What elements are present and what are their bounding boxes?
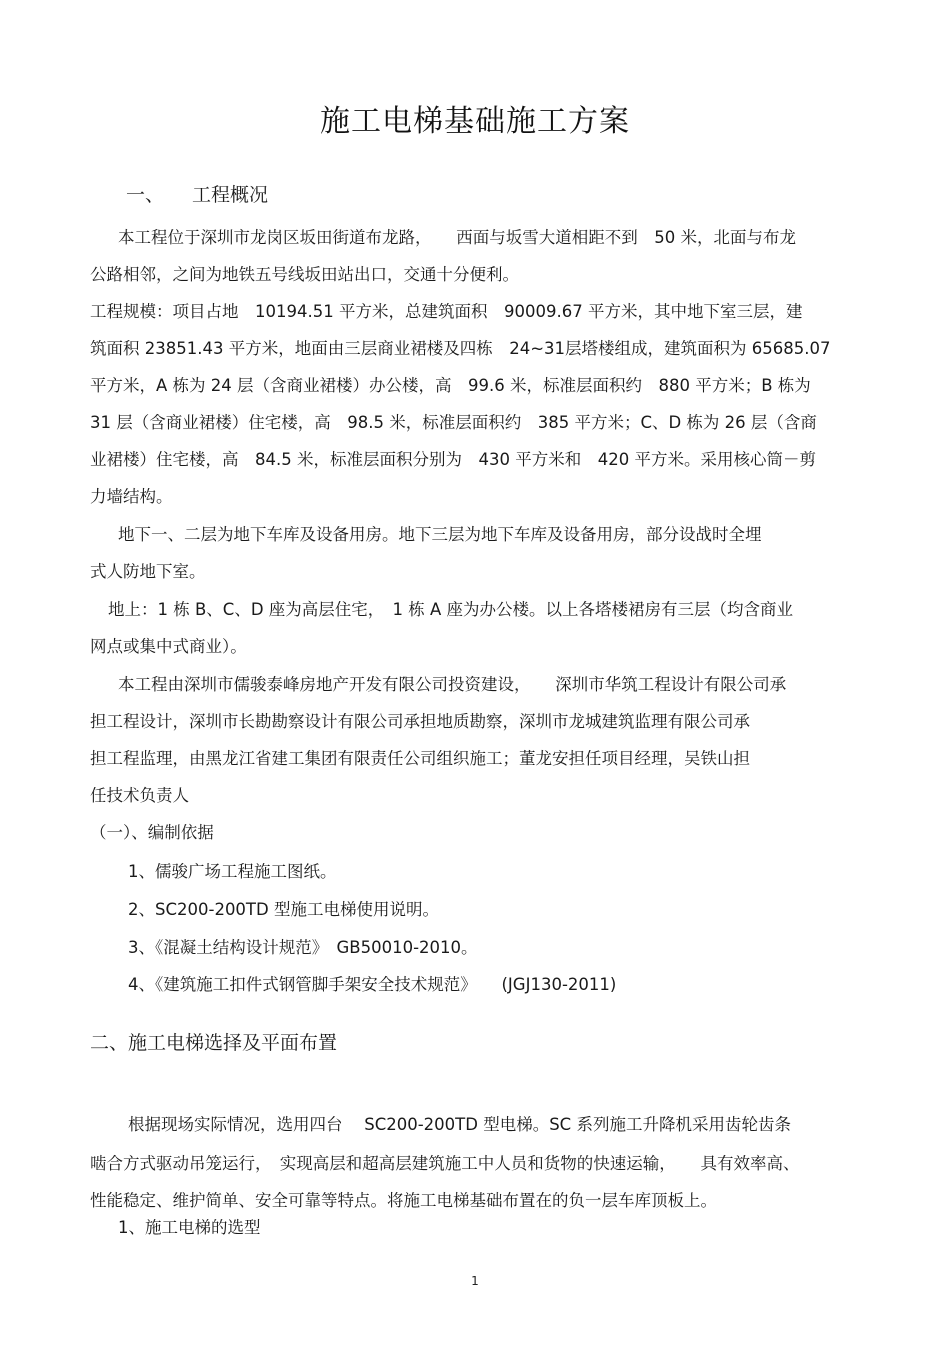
basis-item-1: 1、儒骏广场工程施工图纸。 xyxy=(128,862,337,881)
paragraph-1-line-1: 本工程位于深圳市龙岗区坂田街道布龙路， 西面与坂雪大道相距不到 50 米，北面与布龙 xyxy=(118,228,796,247)
paragraph-6-line-3: 性能稳定、维护简单、安全可靠等特点。将施工电梯基础布置在的负一层车库顶板上。 xyxy=(90,1191,717,1210)
basis-item-3: 3、《混凝土结构设计规范》 GB50010-2010。 xyxy=(128,938,478,957)
paragraph-4-line-1: 地上：1 栋 B、C、D 座为高层住宅， 1 栋 A 座为办公楼。以上各塔楼裙房有三层（均含商业 xyxy=(108,600,794,619)
paragraph-3-line-2: 式人防地下室。 xyxy=(90,562,206,581)
paragraph-2-line-4: 31 层（含商业裙楼）住宅楼，高 98.5 米，标准层面积约 385 平方米；C、D 栋为 26 层（含商 xyxy=(90,413,817,432)
paragraph-2-line-1: 工程规模：项目占地 10194.51 平方米，总建筑面积 90009.67 平方米，其中地下室三层，建 xyxy=(90,302,803,321)
paragraph-4-line-2: 网点或集中式商业）。 xyxy=(90,637,247,656)
paragraph-1-line-2: 公路相邻，之间为地铁五号线坂田站出口，交通十分便利。 xyxy=(90,265,519,284)
paragraph-2-line-5: 业裙楼）住宅楼，高 84.5 米，标准层面积分别为 430 平方米和 420 平方米。采用核心筒－剪 xyxy=(90,450,816,469)
paragraph-6-line-1: 根据现场实际情况，选用四台 SC200-200TD 型电梯。SC 系列施工升降机采用齿轮齿条 xyxy=(128,1115,791,1134)
section-2-heading: 二、施工电梯选择及平面布置 xyxy=(90,1032,338,1054)
paragraph-2-line-6: 力墙结构。 xyxy=(90,487,173,506)
paragraph-5-line-4: 任技术负责人 xyxy=(90,786,189,805)
paragraph-6-line-2: 啮合方式驱动吊笼运行， 实现高层和超高层建筑施工中人员和货物的快速运输， 具有效率高、 xyxy=(90,1154,800,1173)
page-number: 1 xyxy=(471,1274,479,1288)
basis-heading: （一）、编制依据 xyxy=(90,823,214,842)
document-title: 施工电梯基础施工方案 xyxy=(320,104,630,139)
section-1-number: 一、 xyxy=(126,184,165,206)
subsection-1-heading: 1、施工电梯的选型 xyxy=(118,1218,261,1237)
basis-item-2: 2、SC200-200TD 型施工电梯使用说明。 xyxy=(128,900,439,919)
paragraph-2-line-3: 平方米，A 栋为 24 层（含商业裙楼）办公楼，高 99.6 米，标准层面积约 880 平方米；B 栋为 xyxy=(90,376,811,395)
paragraph-5-line-1: 本工程由深圳市儒骏泰峰房地产开发有限公司投资建设， 深圳市华筑工程设计有限公司承 xyxy=(118,675,787,694)
paragraph-3-line-1: 地下一、二层为地下车库及设备用房。地下三层为地下车库及设备用房，部分设战时全埋 xyxy=(118,525,762,544)
paragraph-5-line-2: 担工程设计，深圳市长勘勘察设计有限公司承担地质勘察，深圳市龙城建筑监理有限公司承 xyxy=(90,712,750,731)
section-1-heading: 工程概况 xyxy=(192,184,269,206)
paragraph-5-line-3: 担工程监理，由黑龙江省建工集团有限责任公司组织施工；董龙安担任项目经理，吴铁山担 xyxy=(90,749,750,768)
paragraph-2-line-2: 筑面积 23851.43 平方米，地面由三层商业裙楼及四栋 24~31层塔楼组成，建筑面积为 65685.07 xyxy=(90,339,831,358)
basis-item-4: 4、《建筑施工扣件式钢管脚手架安全技术规范》 (JGJ130-2011) xyxy=(128,975,617,994)
